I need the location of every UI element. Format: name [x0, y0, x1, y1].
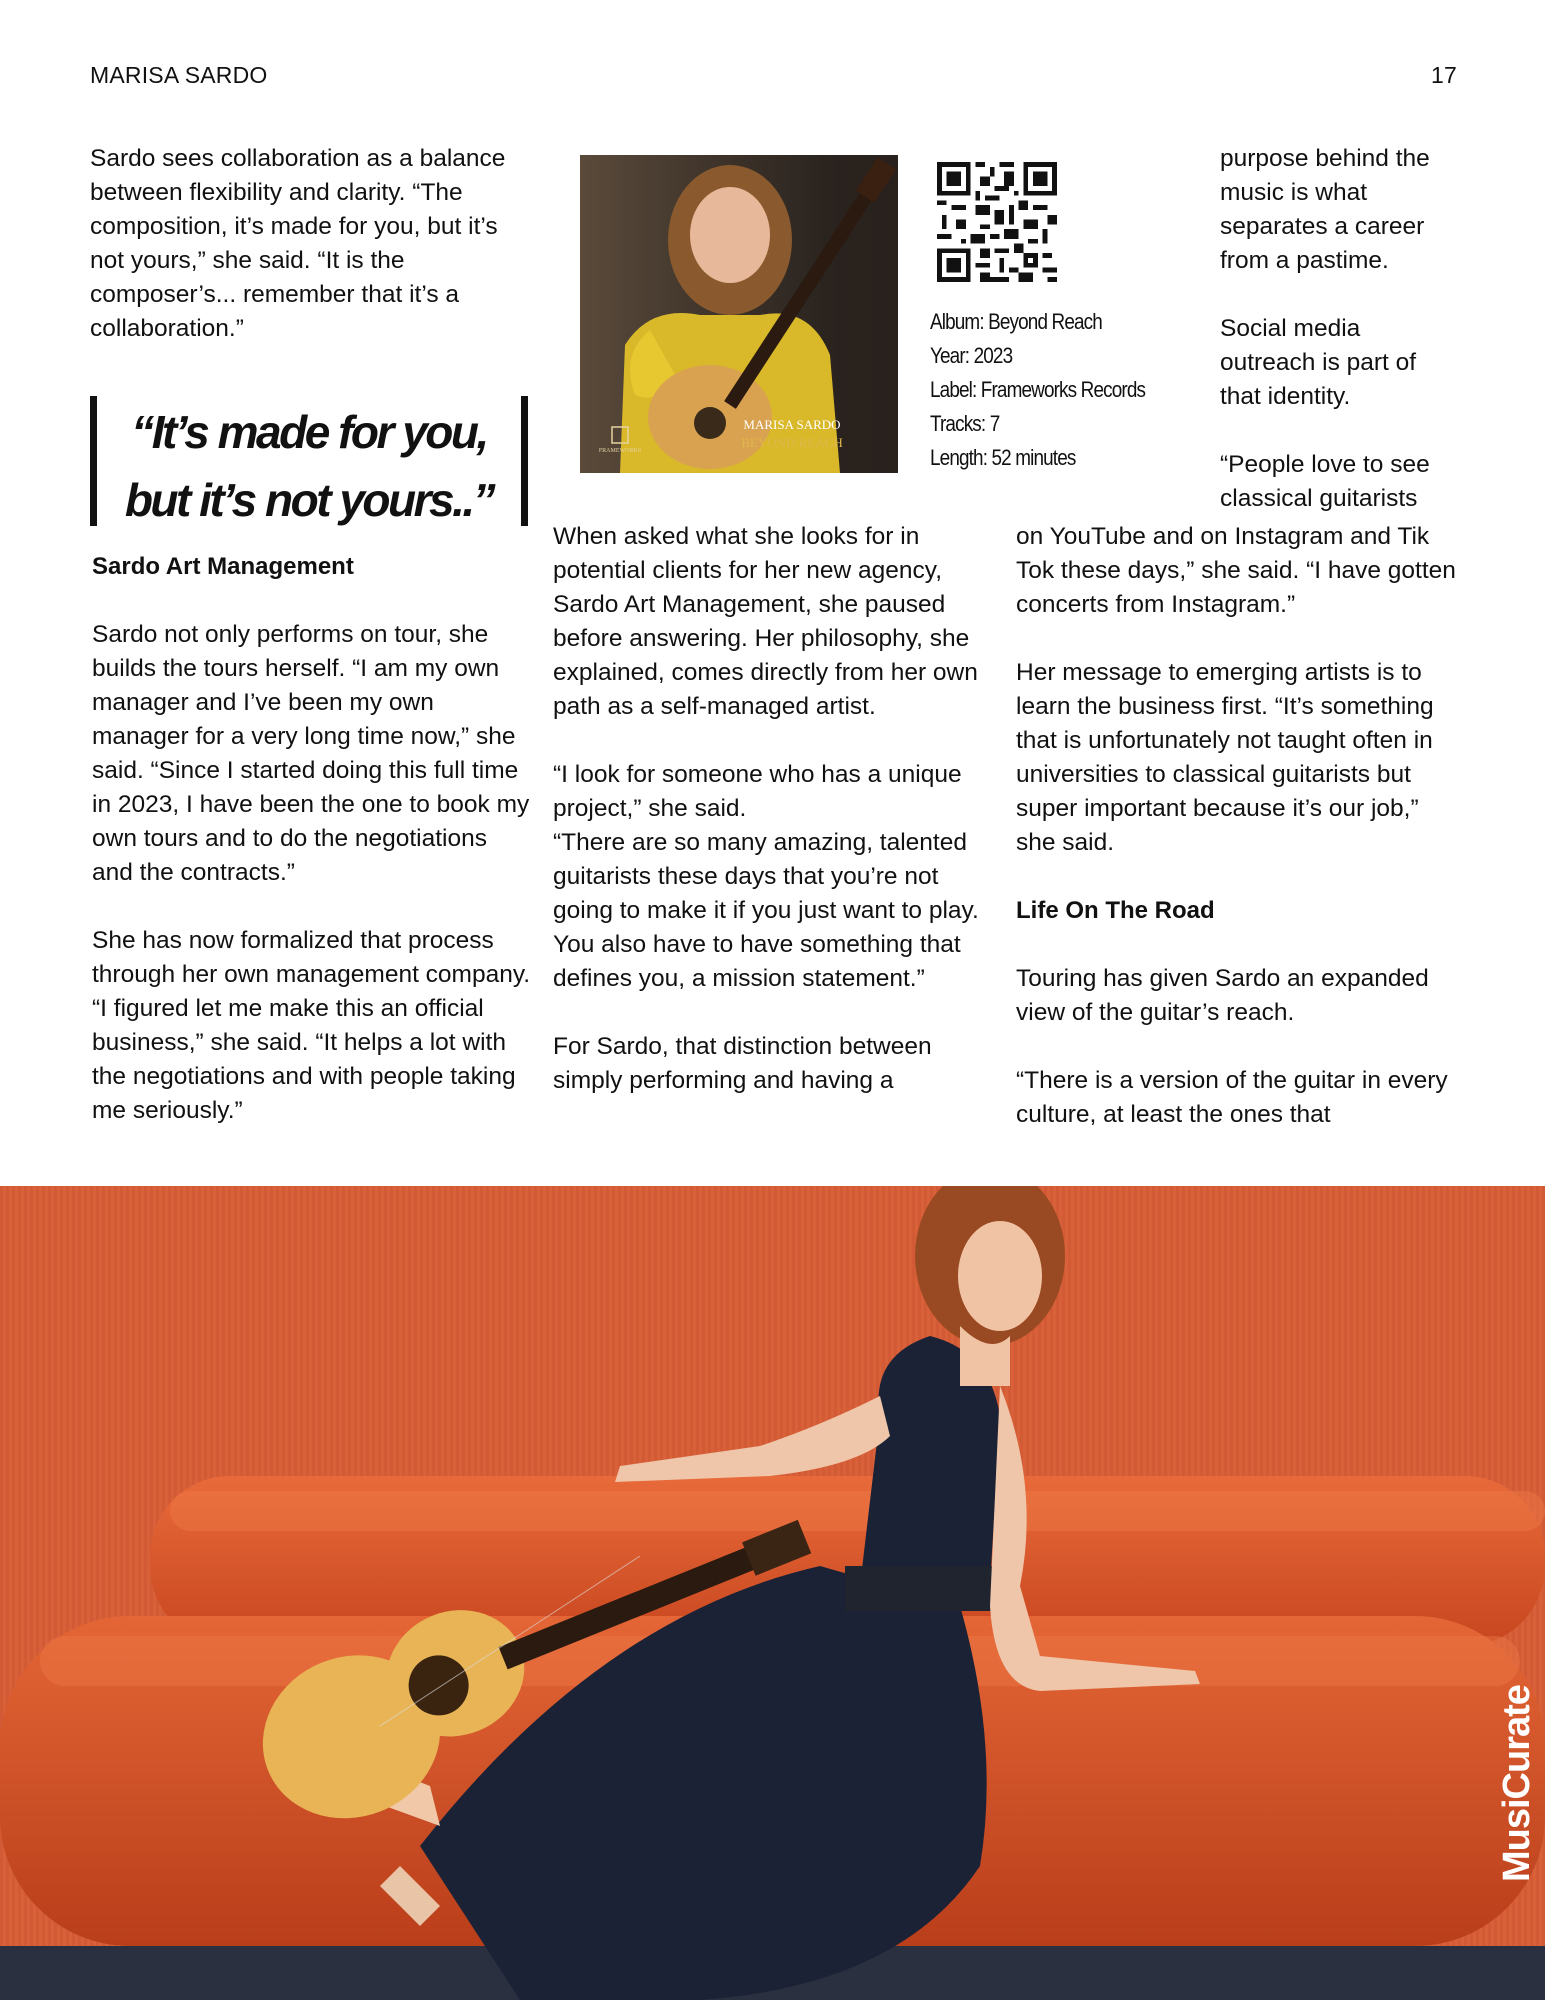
album-cover-image	[580, 155, 898, 473]
pull-quote-text: “It’s made for you, but it’s not yours..”	[124, 406, 494, 526]
paragraph-intro: Sardo sees collaboration as a balance between flexibility and clarity. “The composition, it’s made for you, but it’s not yours,” she said. “It is the composer’s... remember that it’s a collaboration.”	[90, 145, 506, 342]
column-left-lower	[92, 550, 532, 1128]
album-info	[930, 305, 1145, 475]
paragraph: For Sardo, that distinction between simply performing and having a	[553, 1033, 932, 1094]
album-info-label: Label: Frameworks Records	[930, 377, 1146, 402]
section-heading-management: Sardo Art Management	[92, 553, 354, 580]
pull-quote	[90, 396, 528, 526]
album-info-length: Length: 52 minutes	[930, 445, 1076, 470]
page-number: 17	[1431, 62, 1457, 88]
qr-code-icon	[937, 162, 1057, 282]
paragraph: “I look for someone who has a unique project,” she said. “There are so many amazing, talented guitarists these days that you’re not going to make it if you just want to play. You also have to have something that defines you, a mission statement.”	[553, 761, 979, 992]
pull-quote-bar-right	[521, 396, 528, 526]
album-info-tracks: Tracks: 7	[930, 411, 1000, 436]
paragraph: Her message to emerging artists is to learn the business first. “It’s something that is unfortunately not taught often in universities to classical guitarists but super important because it’s our job,” she said.	[1016, 659, 1434, 856]
paragraph: Touring has given Sardo an expanded view of the guitar’s reach.	[1016, 965, 1429, 1026]
album-info-album: Album: Beyond Reach	[930, 309, 1102, 334]
label-logo-text: FRAMEWORKS	[598, 448, 642, 454]
column-middle	[553, 520, 998, 1098]
running-title: MARISA SARDO	[90, 62, 268, 88]
paragraph: She has now formalized that process through her own management company. “I figured let me make this an official business,” she said. “It helps a lot with the negotiations and with people taking me seriously.”	[92, 927, 531, 1124]
album-cover-art	[580, 155, 898, 473]
album-title-text: BEYOND REACH	[741, 435, 843, 450]
paragraph: Sardo not only performs on tour, she builds the tours herself. “I am my own manager and I’ve been my own manager for a very long time now,” she said. “Since I started doing this full time in 2023, I have been the one to book my own tours and to do the negotiations and the contracts.”	[92, 621, 530, 886]
qr-code-graphic	[937, 162, 1057, 282]
column-right-top	[1220, 142, 1460, 516]
paragraph: purpose behind the music is what separates a career from a pastime.	[1220, 145, 1430, 274]
feature-photo	[0, 1186, 1545, 2000]
paragraph: When asked what she looks for in potential clients for her new agency, Sardo Art Management, she paused before answering. Her philosophy, she explained, comes directly from her own path as a self-managed artist.	[553, 523, 978, 720]
paragraph: Social media outreach is part of that identity.	[1220, 315, 1417, 410]
column-left	[90, 142, 530, 346]
column-right	[1016, 520, 1461, 1132]
feature-photo-art	[0, 1186, 1545, 2000]
paragraph: “People love to see classical guitarists	[1220, 451, 1430, 512]
album-artist-text: MARISA SARDO	[743, 417, 841, 432]
section-heading-road: Life On The Road	[1016, 897, 1215, 924]
paragraph: “There is a version of the guitar in every culture, at least the ones that	[1016, 1067, 1448, 1128]
paragraph: on YouTube and on Instagram and Tik Tok these days,” she said. “I have gotten concerts from Instagram.”	[1016, 523, 1456, 618]
brand-logo: MusiCurate	[1496, 1685, 1538, 1882]
album-info-year: Year: 2023	[930, 343, 1013, 368]
pull-quote-bar-left	[90, 396, 97, 526]
